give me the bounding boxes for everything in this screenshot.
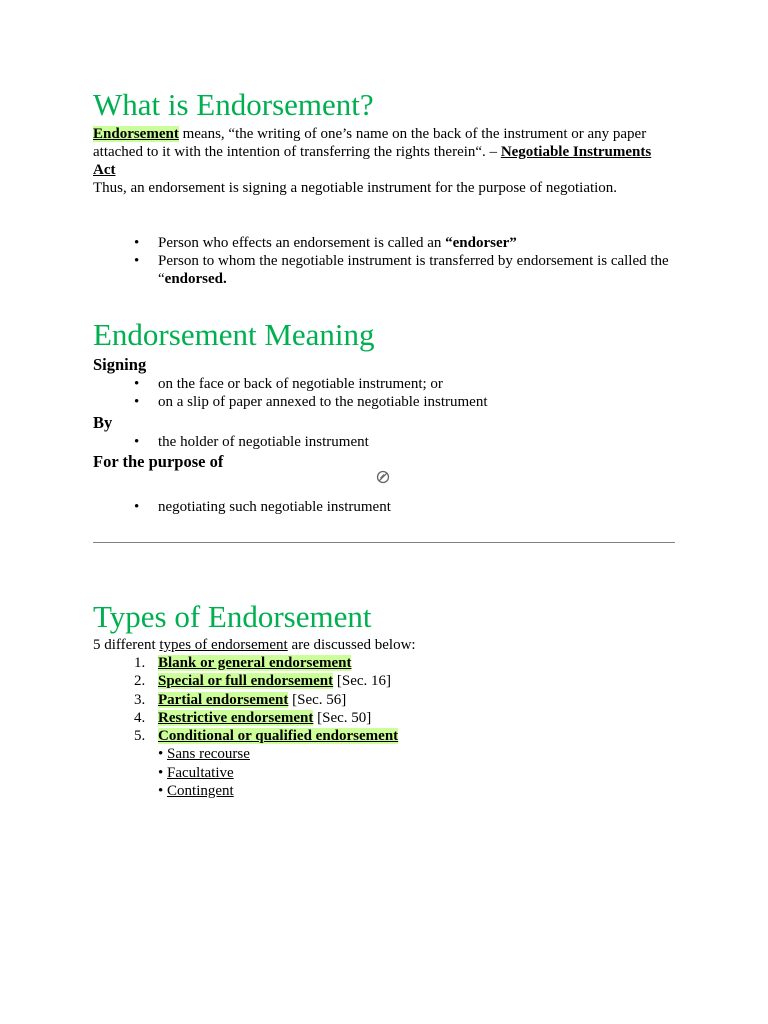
bullet-icon: • bbox=[134, 235, 140, 251]
bullet-icon: • bbox=[134, 253, 140, 269]
bullet-icon: • bbox=[134, 394, 140, 410]
list-item: 5. Conditional or qualified endorsement bbox=[134, 728, 399, 745]
source-link[interactable]: Negotiable Instruments Act bbox=[93, 144, 652, 178]
list-item: • Person who effects an endorsement is called an “endorser” bbox=[134, 235, 517, 251]
purpose-label: For the purpose of bbox=[93, 452, 224, 471]
term-endorsement[interactable]: Endorsement bbox=[93, 126, 179, 142]
contingent-link[interactable]: Contingent bbox=[167, 783, 234, 800]
types-intro: 5 different types of endorsement are discussed below: bbox=[93, 637, 416, 653]
type-link[interactable]: Conditional or qualified endorsement bbox=[158, 728, 399, 745]
type-link[interactable]: Partial endorsement bbox=[158, 691, 289, 708]
definition-text: means, “the writing of one’s name on the back of the instrument or any paper attached to it with the intention of transferring the rights therein“. – bbox=[93, 126, 647, 160]
list-item: 3. Partial endorsement [Sec. 56] bbox=[134, 691, 347, 708]
endorser-bullet-list bbox=[93, 234, 675, 288]
heading-types-of-endorsement: Types of Endorsement bbox=[93, 599, 372, 634]
sub-item: • Sans recourse bbox=[158, 746, 250, 763]
sub-item: • Facultative bbox=[158, 764, 234, 781]
list-item: • the holder of negotiable instrument bbox=[134, 434, 369, 450]
types-link[interactable]: types of endorsement bbox=[159, 637, 288, 653]
types-numbered-list bbox=[93, 654, 675, 745]
list-item: • negotiating such negotiable instrument bbox=[134, 499, 391, 515]
purpose-list bbox=[93, 498, 675, 516]
type-link[interactable]: Blank or general endorsement bbox=[158, 655, 352, 671]
heading-endorsement-meaning: Endorsement Meaning bbox=[93, 317, 375, 352]
list-item: • Person to whom the negotiable instrument is transferred by endorsement is called the “endorsed. bbox=[134, 253, 669, 287]
sans-recourse-link[interactable]: Sans recourse bbox=[167, 746, 250, 763]
list-item: 2. Special or full endorsement [Sec. 16] bbox=[134, 673, 392, 690]
list-item: 4. Restrictive endorsement [Sec. 50] bbox=[134, 709, 372, 726]
list-item: • on the face or back of negotiable instrument; or bbox=[134, 376, 443, 392]
list-item: • on a slip of paper annexed to the negotiable instrument bbox=[134, 394, 488, 410]
horizontal-rule bbox=[93, 542, 675, 543]
heading-what-is-endorsement: What is Endorsement? bbox=[93, 87, 374, 122]
facultative-link[interactable]: Facultative bbox=[167, 764, 234, 781]
type-link[interactable]: Restrictive endorsement bbox=[158, 709, 314, 726]
bullet-icon: • bbox=[134, 499, 140, 515]
signing-label: Signing bbox=[93, 355, 147, 374]
bullet-icon: • bbox=[134, 434, 140, 450]
type-link[interactable]: Special or full endorsement bbox=[158, 673, 334, 690]
sub-item: • Contingent bbox=[158, 783, 234, 800]
bullet-icon: • bbox=[134, 376, 140, 392]
definition-paragraph bbox=[93, 125, 675, 179]
list-item: 1. Blank or general endorsement bbox=[134, 655, 352, 671]
signing-list bbox=[93, 375, 675, 411]
summary-paragraph: Thus, an endorsement is signing a negotiable instrument for the purpose of negotiation. bbox=[93, 180, 618, 196]
no-sign-icon bbox=[376, 470, 390, 484]
by-list bbox=[93, 433, 675, 451]
by-label: By bbox=[93, 413, 113, 432]
